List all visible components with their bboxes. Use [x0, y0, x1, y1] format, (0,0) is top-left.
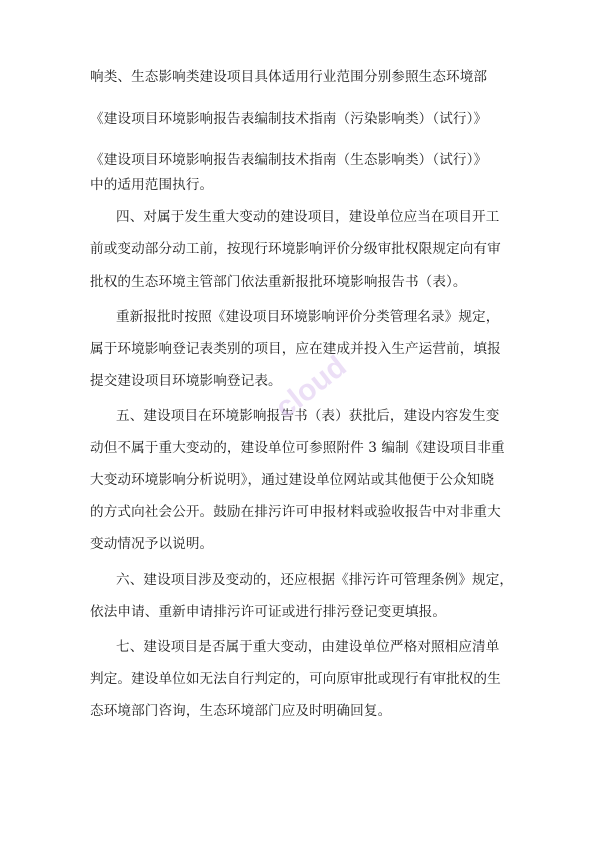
text-line: 中的适用范围执行。: [90, 177, 214, 193]
text-line: 《建设项目环境影响报告表编制技术指南（生态影响类）（试行）》: [90, 152, 488, 168]
text-line: 大变动环境影响分析说明》，通过建设单位网站或其他便于公众知晓: [90, 472, 495, 488]
text-line: 响类、生态影响类建设项目具体适用行业范围分别参照生态环境部: [90, 69, 488, 85]
text-line: 提交建设项目环境影响登记表。: [90, 373, 282, 389]
paragraph-5-start: 五、建设项目在环境影响报告书（表）获批后，建设内容发生变: [116, 408, 500, 424]
watermark-text: cloud: [269, 349, 353, 425]
text-line: 批权的生态环境主管部门依法重新报批环境影响报告书（表）。: [90, 274, 467, 290]
paragraph-4-start: 四、对属于发生重大变动的建设项目，建设单位应当在项目开工: [116, 209, 500, 225]
text-line: 属于环境影响登记表类别的项目，应在建成并投入生产运营前，填报: [90, 341, 501, 357]
text-line: 《建设项目环境影响报告表编制技术指南（污染影响类）（试行）》: [90, 111, 488, 127]
text-line: 判定。建设单位如无法自行判定的，可向原审批或现行有审批权的生: [90, 671, 501, 687]
paragraph-reapproval-start: 重新报批时按照《建设项目环境影响评价分类管理名录》规定，: [116, 309, 500, 325]
text-line: 态环境部门咨询，生态环境部门应及时明确回复。: [90, 703, 392, 719]
text-line: 依法申请、重新申请排污许可证或进行排污登记变更填报。: [90, 604, 447, 620]
text-line: 变动情况予以说明。: [90, 536, 214, 552]
text-line: 动但不属于重大变动的，建设单位可参照附件 3 编制《建设项目非重: [90, 440, 505, 456]
text-line: 的方式向社会公开。鼓励在排污许可申报材料或验收报告中对非重大: [90, 504, 501, 520]
text-line: 前或变动部分动工前，按现行环境影响评价分级审批权限规定向有审: [90, 241, 501, 257]
paragraph-6-start: 六、建设项目涉及变动的，还应根据《排污许可管理条例》规定，: [116, 572, 514, 588]
paragraph-7-start: 七、建设项目是否属于重大变动，由建设单位严格对照相应清单: [116, 639, 500, 655]
